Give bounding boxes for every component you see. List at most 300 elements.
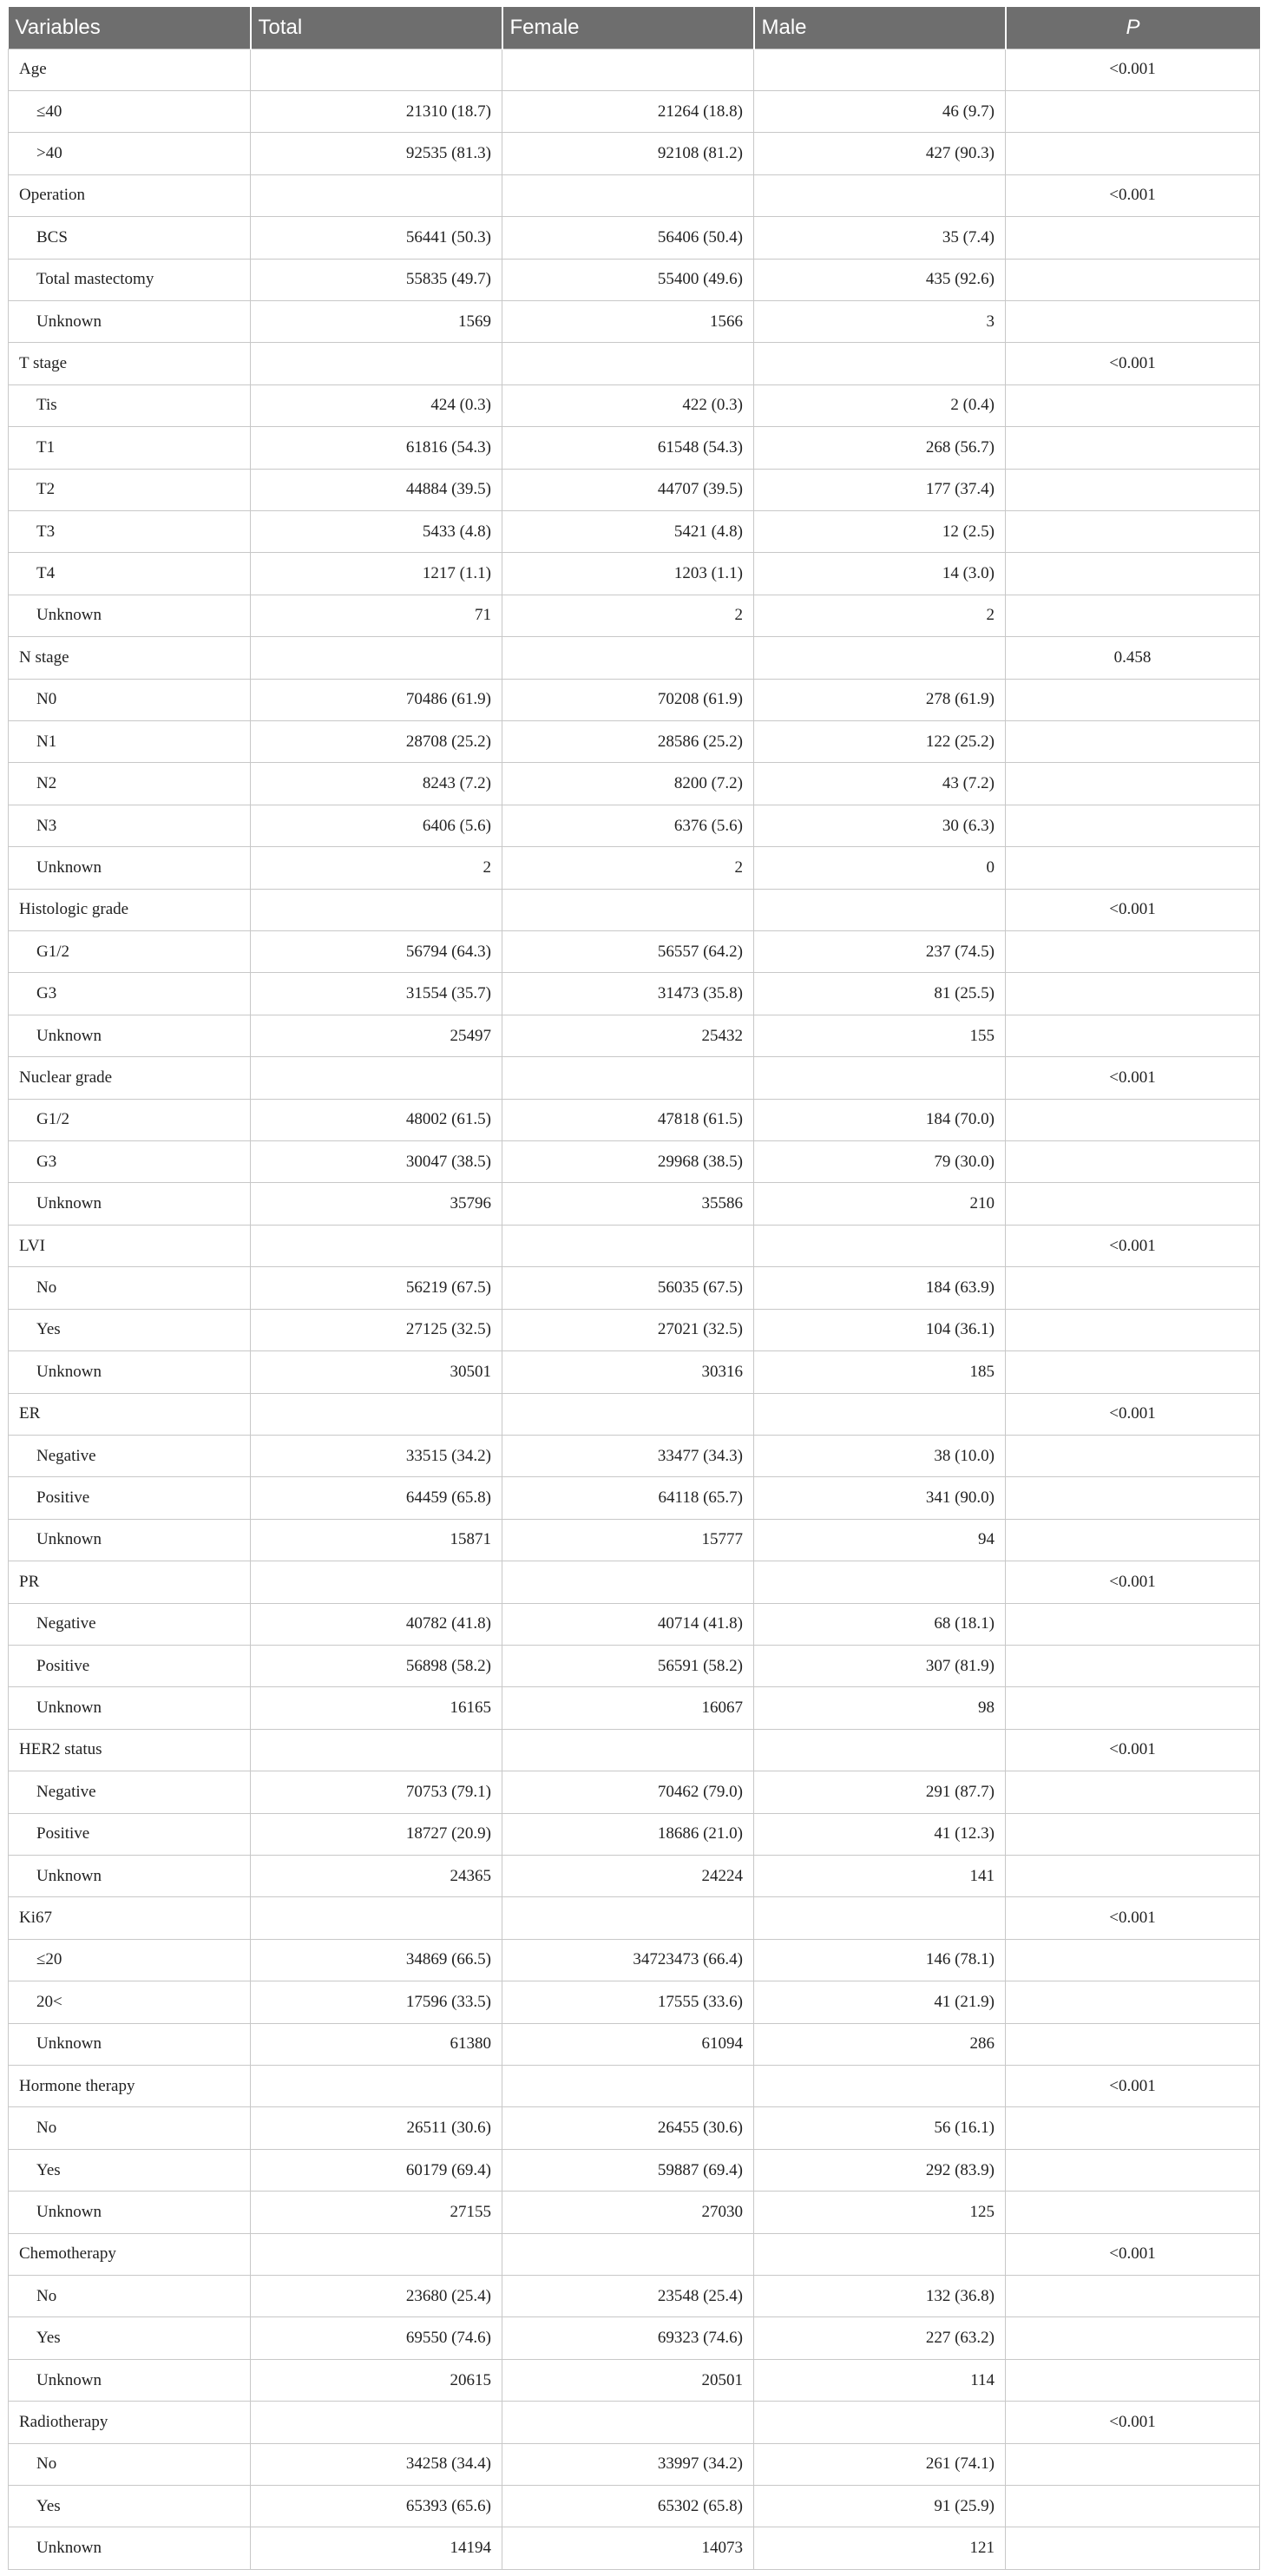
female-cell: 23548 (25.4) [502,2276,754,2317]
male-cell: 125 [754,2192,1006,2233]
male-cell: 435 (92.6) [754,259,1006,300]
female-cell: 44707 (39.5) [502,469,754,510]
header-variables: Variables [9,7,251,49]
table-row [9,763,1260,805]
total-cell: 30047 (38.5) [251,1141,502,1183]
p-value: <0.001 [1006,1393,1260,1435]
group-row [9,49,1260,90]
table-row [9,133,1260,174]
total-cell: 61380 [251,2023,502,2065]
female-cell: 56035 (67.5) [502,1267,754,1309]
header-total: Total [251,7,502,49]
category-label: Unknown [9,1015,251,1056]
male-cell: 146 (78.1) [754,1939,1006,1981]
group-row [9,1057,1260,1099]
p-cell [1006,1015,1260,1056]
male-cell: 185 [754,1351,1006,1393]
p-value: <0.001 [1006,343,1260,384]
p-value: 0.458 [1006,637,1260,679]
category-label: Yes [9,2317,251,2359]
table-row [9,1939,1260,1981]
male-cell: 286 [754,2023,1006,2065]
female-cell: 27030 [502,2192,754,2233]
category-label: Unknown [9,1687,251,1729]
female-cell: 69323 (74.6) [502,2317,754,2359]
female-cell: 56591 (58.2) [502,1645,754,1686]
female-cell [502,1561,754,1603]
table-row [9,1351,1260,1393]
female-cell [502,1729,754,1771]
table-row [9,384,1260,426]
category-label: N1 [9,721,251,763]
p-cell [1006,847,1260,889]
p-cell [1006,2527,1260,2569]
table-row [9,1099,1260,1140]
female-cell: 8200 (7.2) [502,763,754,805]
table-row [9,2317,1260,2359]
male-cell: 56 (16.1) [754,2107,1006,2149]
category-label: No [9,2443,251,2485]
group-row [9,174,1260,216]
female-cell: 14073 [502,2527,754,2569]
p-cell [1006,1981,1260,2023]
male-cell [754,2402,1006,2443]
female-cell [502,343,754,384]
total-cell: 56441 (50.3) [251,217,502,259]
p-cell [1006,217,1260,259]
total-cell: 61816 (54.3) [251,427,502,469]
p-cell [1006,931,1260,973]
total-cell [251,343,502,384]
table-row [9,2527,1260,2569]
total-cell: 16165 [251,1687,502,1729]
table-row [9,1813,1260,1855]
male-cell: 12 (2.5) [754,510,1006,552]
male-cell: 227 (63.2) [754,2317,1006,2359]
total-cell: 27125 (32.5) [251,1309,502,1350]
female-cell: 61094 [502,2023,754,2065]
category-label: No [9,1267,251,1309]
group-row [9,343,1260,384]
female-cell: 56557 (64.2) [502,931,754,973]
p-cell [1006,1813,1260,1855]
total-cell: 69550 (74.6) [251,2317,502,2359]
table-row [9,510,1260,552]
male-cell [754,1729,1006,1771]
header-male: Male [754,7,1006,49]
category-label: T4 [9,553,251,595]
category-label: Negative [9,1435,251,1476]
table-row [9,847,1260,889]
total-cell [251,2402,502,2443]
male-cell: 184 (63.9) [754,1267,1006,1309]
female-cell: 6376 (5.6) [502,805,754,846]
category-label: Positive [9,1477,251,1519]
category-label: ≤40 [9,90,251,132]
female-cell: 47818 (61.5) [502,1099,754,1140]
p-cell [1006,2486,1260,2527]
p-cell [1006,1939,1260,1981]
total-cell: 30501 [251,1351,502,1393]
p-cell [1006,427,1260,469]
group-row [9,1393,1260,1435]
male-cell: 210 [754,1183,1006,1225]
female-cell: 31473 (35.8) [502,973,754,1015]
category-label: T1 [9,427,251,469]
male-cell: 38 (10.0) [754,1435,1006,1476]
male-cell [754,1393,1006,1435]
female-cell: 29968 (38.5) [502,1141,754,1183]
total-cell: 23680 (25.4) [251,2276,502,2317]
total-cell: 70753 (79.1) [251,1771,502,1813]
female-cell: 28586 (25.2) [502,721,754,763]
category-label: G1/2 [9,931,251,973]
header-female: Female [502,7,754,49]
male-cell [754,2066,1006,2107]
category-label: G3 [9,973,251,1015]
male-cell: 0 [754,847,1006,889]
table-row [9,2443,1260,2485]
group-row [9,2402,1260,2443]
male-cell: 46 (9.7) [754,90,1006,132]
male-cell: 427 (90.3) [754,133,1006,174]
p-cell [1006,2192,1260,2233]
female-cell [502,2402,754,2443]
variable-label: N stage [9,637,251,679]
category-label: Unknown [9,300,251,342]
p-cell [1006,805,1260,846]
p-cell [1006,1645,1260,1686]
male-cell: 79 (30.0) [754,1141,1006,1183]
category-label: G3 [9,1141,251,1183]
category-label: Unknown [9,2023,251,2065]
table-row [9,931,1260,973]
total-cell: 65393 (65.6) [251,2486,502,2527]
category-label: 20< [9,1981,251,2023]
table-row [9,1771,1260,1813]
category-label: Unknown [9,1519,251,1561]
female-cell: 2 [502,847,754,889]
male-cell [754,49,1006,90]
group-row [9,1561,1260,1603]
male-cell: 177 (37.4) [754,469,1006,510]
p-cell [1006,1309,1260,1350]
total-cell: 5433 (4.8) [251,510,502,552]
variable-label: Radiotherapy [9,2402,251,2443]
category-label: BCS [9,217,251,259]
variable-label: Nuclear grade [9,1057,251,1099]
p-cell [1006,2317,1260,2359]
category-label: T3 [9,510,251,552]
total-cell: 48002 (61.5) [251,1099,502,1140]
female-cell: 34723473 (66.4) [502,1939,754,1981]
p-value: <0.001 [1006,2233,1260,2275]
p-cell [1006,721,1260,763]
female-cell [502,889,754,930]
total-cell: 40782 (41.8) [251,1603,502,1645]
category-label: Unknown [9,2192,251,2233]
table-row [9,1477,1260,1519]
p-value: <0.001 [1006,2402,1260,2443]
female-cell [502,49,754,90]
table-header [9,7,1260,49]
category-label: >40 [9,133,251,174]
category-label: Positive [9,1645,251,1686]
male-cell: 98 [754,1687,1006,1729]
table-row [9,1645,1260,1686]
group-row [9,2066,1260,2107]
group-row [9,637,1260,679]
p-value: <0.001 [1006,174,1260,216]
total-cell: 64459 (65.8) [251,1477,502,1519]
male-cell: 2 [754,595,1006,636]
p-cell [1006,1855,1260,1896]
table-row [9,1183,1260,1225]
male-cell [754,889,1006,930]
male-cell [754,1897,1006,1939]
table-row [9,2107,1260,2149]
group-row [9,2233,1260,2275]
female-cell: 20501 [502,2359,754,2401]
category-label: T2 [9,469,251,510]
male-cell [754,174,1006,216]
variable-label: Operation [9,174,251,216]
male-cell: 121 [754,2527,1006,2569]
male-cell: 68 (18.1) [754,1603,1006,1645]
category-label: Yes [9,2486,251,2527]
female-cell: 59887 (69.4) [502,2149,754,2191]
p-cell [1006,1099,1260,1140]
female-cell: 30316 [502,1351,754,1393]
total-cell: 8243 (7.2) [251,763,502,805]
category-label: Unknown [9,1183,251,1225]
table-row [9,805,1260,846]
group-row [9,889,1260,930]
group-row [9,1729,1260,1771]
total-cell [251,889,502,930]
female-cell: 1203 (1.1) [502,553,754,595]
p-value: <0.001 [1006,1225,1260,1266]
table-row [9,2486,1260,2527]
p-cell [1006,595,1260,636]
p-cell [1006,510,1260,552]
table-row [9,1687,1260,1729]
total-cell: 20615 [251,2359,502,2401]
female-cell [502,1393,754,1435]
table-row [9,469,1260,510]
p-cell [1006,2107,1260,2149]
total-cell [251,2066,502,2107]
p-cell [1006,1351,1260,1393]
female-cell: 92108 (81.2) [502,133,754,174]
category-label: Unknown [9,595,251,636]
p-value: <0.001 [1006,1057,1260,1099]
male-cell: 41 (21.9) [754,1981,1006,2023]
table-row [9,2192,1260,2233]
female-cell: 1566 [502,300,754,342]
table-row [9,1435,1260,1476]
variable-label: T stage [9,343,251,384]
total-cell: 34869 (66.5) [251,1939,502,1981]
p-cell [1006,259,1260,300]
table-row [9,2276,1260,2317]
table-row [9,1981,1260,2023]
total-cell: 56219 (67.5) [251,1267,502,1309]
total-cell: 55835 (49.7) [251,259,502,300]
female-cell: 17555 (33.6) [502,1981,754,2023]
male-cell: 132 (36.8) [754,2276,1006,2317]
p-cell [1006,2276,1260,2317]
female-cell: 16067 [502,1687,754,1729]
p-cell [1006,300,1260,342]
total-cell: 92535 (81.3) [251,133,502,174]
variable-label: HER2 status [9,1729,251,1771]
total-cell [251,1225,502,1266]
total-cell: 1217 (1.1) [251,553,502,595]
male-cell [754,637,1006,679]
table-row [9,721,1260,763]
total-cell: 44884 (39.5) [251,469,502,510]
category-label: N3 [9,805,251,846]
male-cell: 291 (87.7) [754,1771,1006,1813]
male-cell: 122 (25.2) [754,721,1006,763]
female-cell [502,637,754,679]
female-cell: 61548 (54.3) [502,427,754,469]
p-cell [1006,973,1260,1015]
table-row [9,259,1260,300]
male-cell: 184 (70.0) [754,1099,1006,1140]
male-cell: 278 (61.9) [754,679,1006,720]
variable-label: Age [9,49,251,90]
p-value: <0.001 [1006,1897,1260,1939]
female-cell: 70208 (61.9) [502,679,754,720]
female-cell: 56406 (50.4) [502,217,754,259]
variable-label: Ki67 [9,1897,251,1939]
total-cell [251,1393,502,1435]
total-cell [251,174,502,216]
total-cell: 25497 [251,1015,502,1056]
category-label: No [9,2276,251,2317]
header-row [9,7,1260,49]
male-cell: 268 (56.7) [754,427,1006,469]
total-cell [251,637,502,679]
female-cell: 25432 [502,1015,754,1056]
p-cell [1006,2443,1260,2485]
p-cell [1006,553,1260,595]
variable-label: Histologic grade [9,889,251,930]
variable-label: Chemotherapy [9,2233,251,2275]
category-label: No [9,2107,251,2149]
male-cell: 94 [754,1519,1006,1561]
p-cell [1006,1771,1260,1813]
table-row [9,1309,1260,1350]
male-cell [754,1561,1006,1603]
female-cell [502,1897,754,1939]
p-value: <0.001 [1006,49,1260,90]
female-cell: 15777 [502,1519,754,1561]
total-cell: 6406 (5.6) [251,805,502,846]
male-cell: 114 [754,2359,1006,2401]
female-cell: 70462 (79.0) [502,1771,754,1813]
male-cell: 91 (25.9) [754,2486,1006,2527]
p-cell [1006,2149,1260,2191]
female-cell [502,2233,754,2275]
table-row [9,1141,1260,1183]
total-cell [251,1057,502,1099]
female-cell: 26455 (30.6) [502,2107,754,2149]
p-cell [1006,90,1260,132]
p-cell [1006,1183,1260,1225]
category-label: Unknown [9,1855,251,1896]
total-cell: 35796 [251,1183,502,1225]
category-label: Yes [9,2149,251,2191]
p-cell [1006,1141,1260,1183]
total-cell: 1569 [251,300,502,342]
male-cell: 141 [754,1855,1006,1896]
female-cell: 40714 (41.8) [502,1603,754,1645]
female-cell [502,174,754,216]
female-cell [502,2066,754,2107]
table-row [9,427,1260,469]
p-cell [1006,1267,1260,1309]
p-cell [1006,2023,1260,2065]
male-cell: 2 (0.4) [754,384,1006,426]
total-cell: 60179 (69.4) [251,2149,502,2191]
male-cell: 261 (74.1) [754,2443,1006,2485]
category-label: Unknown [9,1351,251,1393]
male-cell: 14 (3.0) [754,553,1006,595]
female-cell: 55400 (49.6) [502,259,754,300]
p-cell [1006,1603,1260,1645]
table-row [9,1015,1260,1056]
total-cell: 21310 (18.7) [251,90,502,132]
table-row [9,2359,1260,2401]
male-cell: 292 (83.9) [754,2149,1006,2191]
male-cell: 81 (25.5) [754,973,1006,1015]
table-row [9,2149,1260,2191]
male-cell: 307 (81.9) [754,1645,1006,1686]
female-cell: 18686 (21.0) [502,1813,754,1855]
p-cell [1006,133,1260,174]
female-cell: 33997 (34.2) [502,2443,754,2485]
category-label: Yes [9,1309,251,1350]
table-row [9,679,1260,720]
table-row [9,300,1260,342]
variable-label: ER [9,1393,251,1435]
male-cell: 237 (74.5) [754,931,1006,973]
variable-label: LVI [9,1225,251,1266]
male-cell: 43 (7.2) [754,763,1006,805]
male-cell [754,1225,1006,1266]
female-cell: 64118 (65.7) [502,1477,754,1519]
total-cell: 33515 (34.2) [251,1435,502,1476]
table-row [9,217,1260,259]
table-row [9,553,1260,595]
variable-label: PR [9,1561,251,1603]
p-cell [1006,384,1260,426]
category-label: N2 [9,763,251,805]
table-row [9,2023,1260,2065]
male-cell [754,343,1006,384]
female-cell: 65302 (65.8) [502,2486,754,2527]
total-cell: 18727 (20.9) [251,1813,502,1855]
male-cell: 41 (12.3) [754,1813,1006,1855]
total-cell [251,2233,502,2275]
male-cell: 30 (6.3) [754,805,1006,846]
p-value: <0.001 [1006,2066,1260,2107]
total-cell: 56794 (64.3) [251,931,502,973]
category-label: Negative [9,1603,251,1645]
